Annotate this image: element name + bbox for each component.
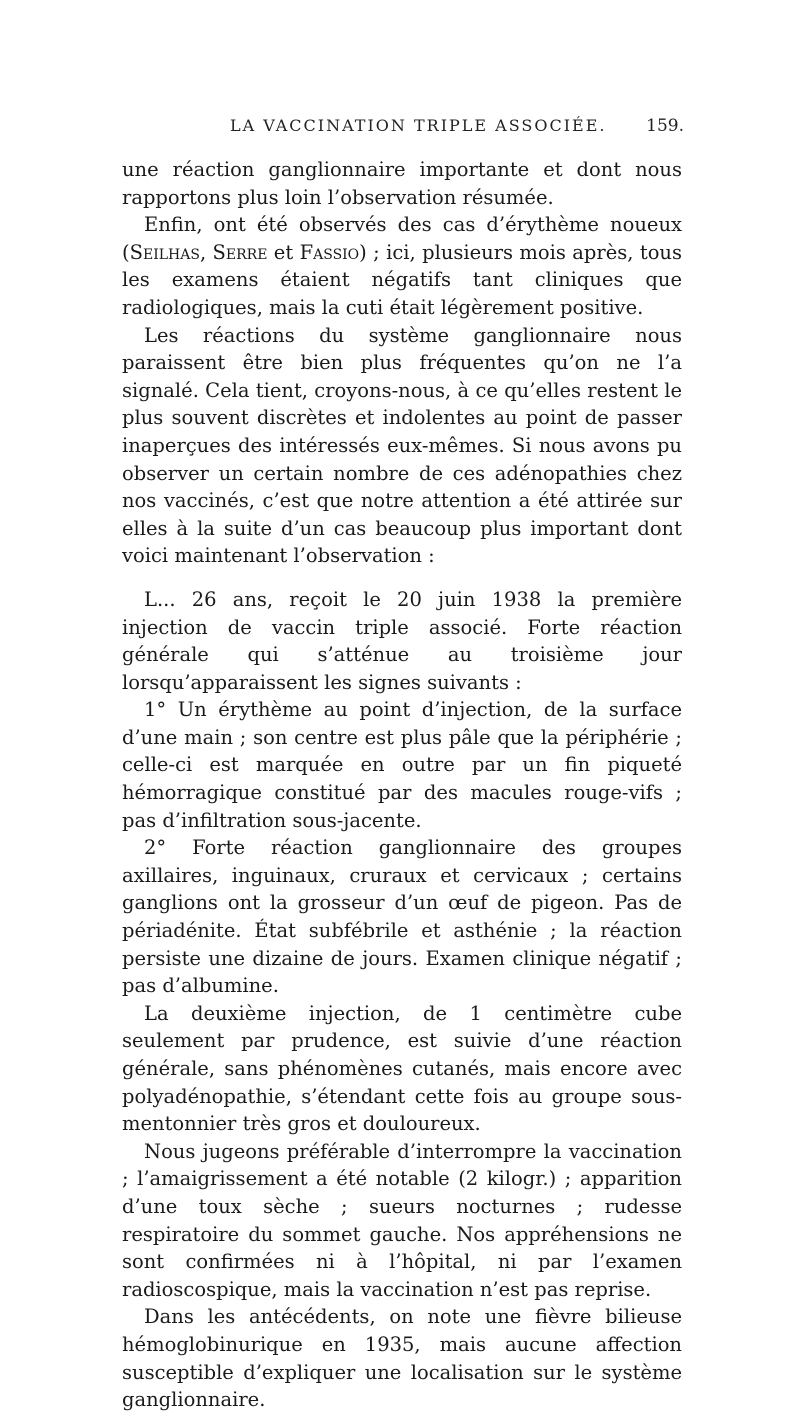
- observation-point-2: 2° Forte réaction ganglionnaire des groupes axillaires, inguinaux, cruraux et cervicaux ; certains ganglions ont la grosseur d’un œuf de pigeon. Pas de périadénite. État subfébrile et asthénie ; la réaction persiste une dizaine de jours. Examen clinique négatif ; pas d’albumine.: [122, 836, 682, 998]
- author-name: Fassio: [299, 240, 360, 264]
- running-title: LA VACCINATION TRIPLE ASSOCIÉE.: [230, 116, 607, 135]
- p2-comma: ,: [199, 240, 213, 264]
- p2-et: et: [267, 240, 300, 264]
- paragraph-continuation: une réaction ganglionnaire importante et dont nous rapportons plus loin l’observation résumée.: [122, 158, 682, 209]
- observation-second-injection: La deuxième injection, de 1 centimètre cube seulement par prudence, est suivie d’une réaction générale, sans phénomènes cutanés, mais encore avec polyadénopathie, s’étendant cette fois au groupe sous-mentonnier très gros et douloureux.: [122, 1001, 682, 1136]
- observation-interruption: Nous jugeons préférable d’interrompre la vaccination ; l’amaigrissement a été notable (2 kilogr.) ; apparition d’une toux sèche ; sueurs nocturnes ; rudesse respiratoire du sommet gauche. Nos appréhensions ne sont confirmées ni à l’hôpital, ni par l’examen radioscospique, mais la vaccination n’est pas reprise.: [122, 1139, 682, 1301]
- paragraph-erytheme-noueux: [122, 211, 682, 321]
- page-header: [122, 116, 682, 142]
- author-name: Serre: [212, 240, 268, 264]
- observation-point-1: 1° Un érythème au point d’injection, de la surface d’une main ; son centre est plus pâle que la périphérie ; celle-ci est marquée en outre par un fin piqueté hémorragique constitué par des macules rouge-vifs ; pas d’infiltration sous-jacente.: [122, 698, 682, 832]
- observation-antecedents: Dans les antécédents, on note une fièvre bilieuse hémoglobinurique en 1935, mais aucune affection susceptible d’expliquer une localisation sur le système ganglionnaire.: [122, 1305, 682, 1412]
- book-page: [122, 116, 682, 1414]
- p2-before: Enfin, ont été observés des cas d’érythème noueux (: [122, 213, 682, 264]
- section-gap: [122, 570, 682, 586]
- p2-after: ) ; ici, plusieurs mois après, tous les examens étaient négatifs tant cliniques que radiologiques, mais la cuti était légèrement positive.: [122, 240, 682, 319]
- observation-intro: L... 26 ans, reçoit le 20 juin 1938 la première injection de vaccin triple associé. Forte réaction générale qui s’atténue au troisième jour lorsqu’apparaissent les signes suivants :: [122, 587, 682, 694]
- author-name: Seilhas: [129, 240, 200, 264]
- page-number: 159.: [646, 116, 684, 136]
- paragraph-reactions-ganglionnaires: Les réactions du système ganglionnaire nous paraissent être bien plus fréquentes qu’on ne l’a signalé. Cela tient, croyons-nous, à ce qu’elles restent le plus souvent discrètes et indolentes au point de passer inaperçues des intéressés eux-mêmes. Si nous avons pu observer un certain nombre de ces adénopathies chez nos vaccinés, c’est que notre attention a été attirée sur elles à la suite d’un cas beaucoup plus important dont voici maintenant l’observation :: [122, 323, 682, 568]
